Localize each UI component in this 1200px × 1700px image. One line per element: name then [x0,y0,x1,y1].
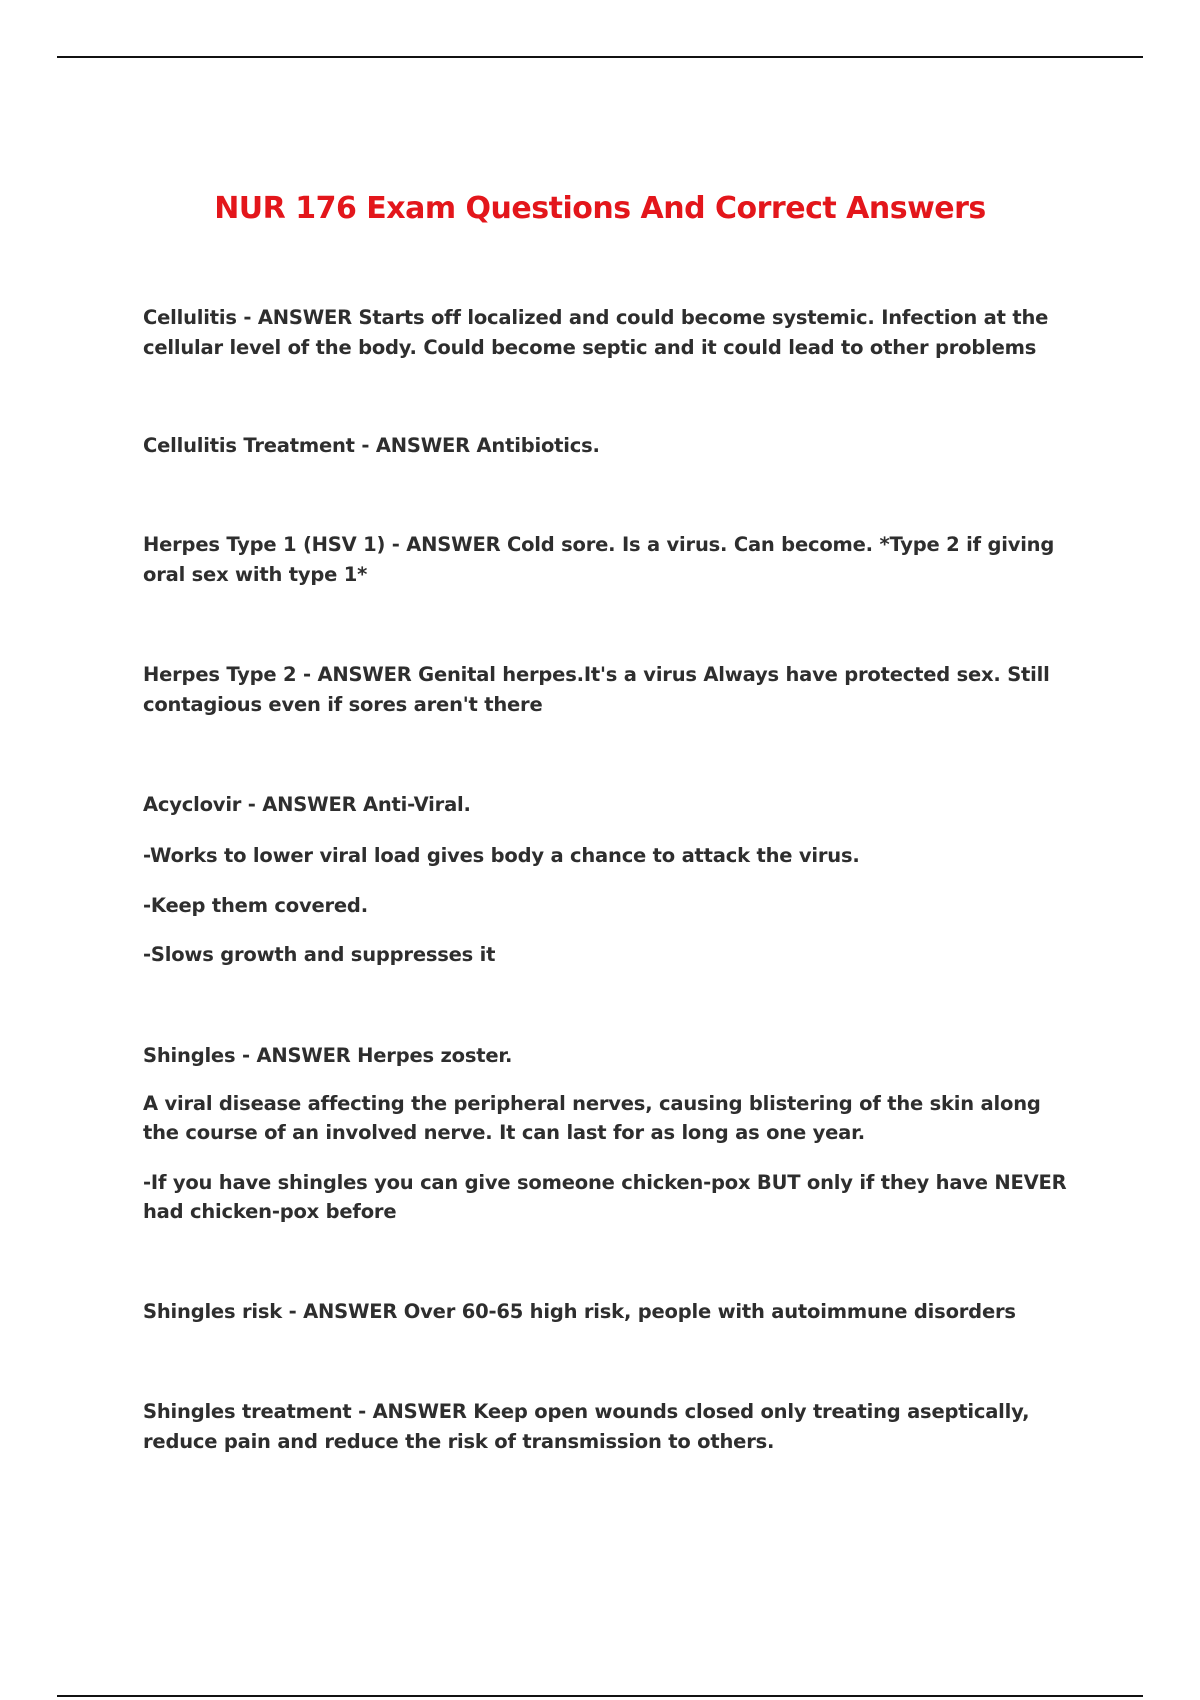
entry-shingles-risk: Shingles risk - ANSWER Over 60-65 high risk, people with autoimmune disorders [143,1300,1016,1323]
entry-acyclovir: Acyclovir - ANSWER Anti-Viral. [143,793,471,816]
entry-acyclovir-note: -Works to lower viral load gives body a chance to attack the virus. [143,844,860,867]
entry-shingles-note: -If you have shingles you can give someone chicken-pox BUT only if they have NEVER had chicken-pox before [143,1171,1067,1223]
entry-cellulitis: Cellulitis - ANSWER Starts off localized and could become systemic. Infection at the cellular level of the body. Could become septic and it could lead to other problems [143,306,1049,359]
entry-cellulitis-treatment: Cellulitis Treatment - ANSWER Antibiotics. [143,434,600,457]
entry-acyclovir-note: -Slows growth and suppresses it [143,943,496,966]
entry-herpes-type-2: Herpes Type 2 - ANSWER Genital herpes.It's a virus Always have protected sex. Still contagious even if sores aren't there [143,663,1050,716]
bottom-rule [57,1695,1143,1697]
entry-shingles: Shingles - ANSWER Herpes zoster. [143,1044,513,1067]
document-title: NUR 176 Exam Questions And Correct Answers [214,191,986,226]
entry-herpes-type-1: Herpes Type 1 (HSV 1) - ANSWER Cold sore. Is a virus. Can become. *Type 2 if giving oral sex with type 1* [143,533,1055,586]
entry-shingles-note: A viral disease affecting the peripheral nerves, causing blistering of the skin along the course of an involved nerve. It can last for as long as one year. [143,1092,1041,1144]
entry-shingles-treatment: Shingles treatment - ANSWER Keep open wounds closed only treating aseptically, reduce pain and reduce the risk of transmission to others. [143,1400,1030,1453]
top-rule [57,56,1143,58]
entry-acyclovir-note: -Keep them covered. [143,894,368,917]
